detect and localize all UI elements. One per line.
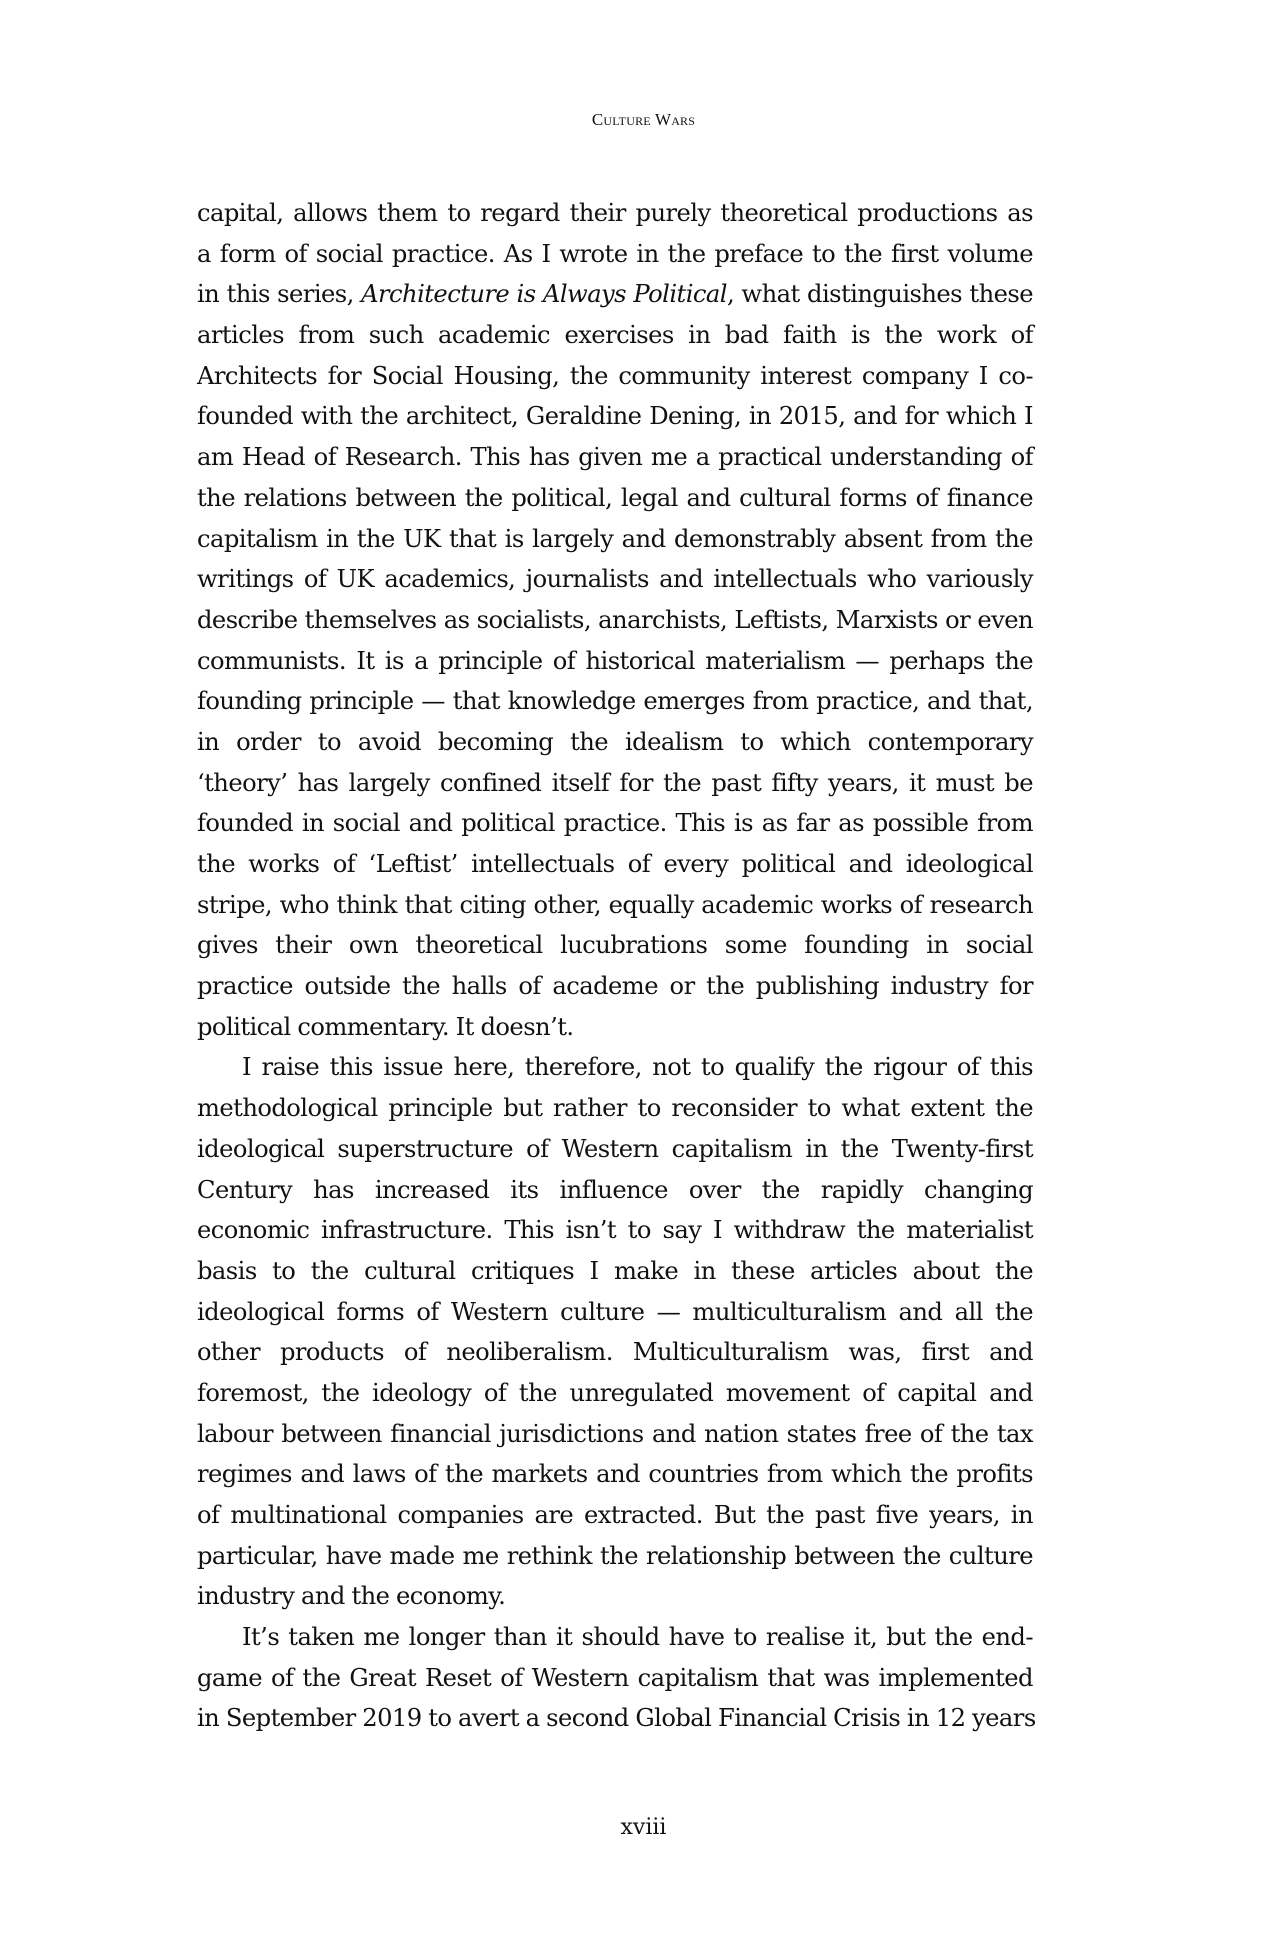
text-line: writings of UK academics, journalists and intellectuals who variously (197, 565, 1033, 594)
running-head: Culture Wars (591, 110, 696, 129)
text-line: founded in social and political practice. This is as far as possible from (197, 809, 1033, 838)
text-line: practice outside the halls of academe or the publishing industry for (197, 972, 1033, 1001)
text-line: other products of neoliberalism. Multiculturalism was, first and (197, 1338, 1033, 1367)
book-title-italic: Architecture is Always Political (361, 280, 727, 309)
text-line: the works of ‘Leftist’ intellectuals of every political and ideological (197, 850, 1033, 878)
text-line-with-book-title (197, 274, 1033, 315)
text-run: , what distinguishes these (726, 280, 1033, 309)
text-line: the relations between the political, legal and cultural forms of finance (197, 483, 1033, 512)
page-number: xviii (620, 1815, 667, 1840)
body-text (197, 193, 1036, 1739)
text-run: in this series, (197, 280, 362, 309)
text-line: basis to the cultural critiques I make in these articles about the (197, 1256, 1033, 1285)
text-line: articles from such academic exercises in bad faith is the work of (197, 321, 1033, 350)
text-line: regimes and laws of the markets and countries from which the profits (197, 1460, 1033, 1489)
text-line: political commentary. It doesn’t. (197, 1012, 574, 1041)
text-line: gives their own theoretical lucubrations some founding in social (197, 931, 1033, 960)
text-line: labour between financial jurisdictions and nation states free of the tax (197, 1419, 1033, 1448)
paragraph-1 (197, 193, 1033, 1047)
text-line: capitalism in the UK that is largely and demonstrably absent from the (197, 524, 1033, 553)
text-line: founded with the architect, Geraldine Dening, in 2015, and for which I (197, 402, 1033, 431)
text-line: particular, have made me rethink the relationship between the culture (197, 1541, 1033, 1570)
text-line: describe themselves as socialists, anarchists, Leftists, Marxists or even (197, 605, 1033, 634)
text-line: a form of social practice. As I wrote in the preface to the first volume (197, 239, 1033, 268)
text-line: game of the Great Reset of Western capitalism that was implemented (197, 1663, 1033, 1692)
text-line: It’s taken me longer than it should have to realise it, but the end- (242, 1623, 1033, 1652)
text-line: industry and the economy. (197, 1582, 506, 1611)
text-line: ideological superstructure of Western capitalism in the Twenty-first (197, 1134, 1033, 1163)
text-line: methodological principle but rather to reconsider to what extent the (197, 1094, 1033, 1123)
text-line: Architects for Social Housing, the community interest company I co- (197, 361, 1033, 390)
text-line: stripe, who think that citing other, equally academic works of research (197, 890, 1033, 919)
text-line: am Head of Research. This has given me a practical understanding of (197, 443, 1033, 472)
text-line: ‘theory’ has largely confined itself for the past fifty years, it must be (197, 768, 1033, 797)
paragraph-3 (197, 1617, 1036, 1739)
text-line: in order to avoid becoming the idealism to which contemporary (197, 727, 1033, 756)
text-line: I raise this issue here, therefore, not to qualify the rigour of this (242, 1053, 1033, 1082)
paragraph-2 (197, 1047, 1033, 1617)
text-line: economic infrastructure. This isn’t to say I withdraw the materialist (197, 1216, 1033, 1245)
text-line: communists. It is a principle of historical materialism — perhaps the (197, 646, 1033, 675)
text-line: in September 2019 to avert a second Global Financial Crisis in 12 years (197, 1704, 1036, 1733)
text-line: of multinational companies are extracted. But the past five years, in (197, 1501, 1033, 1529)
text-line: ideological forms of Western culture — multiculturalism and all the (197, 1297, 1033, 1326)
text-line: foremost, the ideology of the unregulated movement of capital and (197, 1378, 1033, 1407)
text-line: founding principle — that knowledge emerges from practice, and that, (197, 687, 1033, 716)
text-line: capital, allows them to regard their purely theoretical productions as (197, 199, 1033, 227)
text-line: Century has increased its influence over the rapidly changing (197, 1175, 1033, 1204)
